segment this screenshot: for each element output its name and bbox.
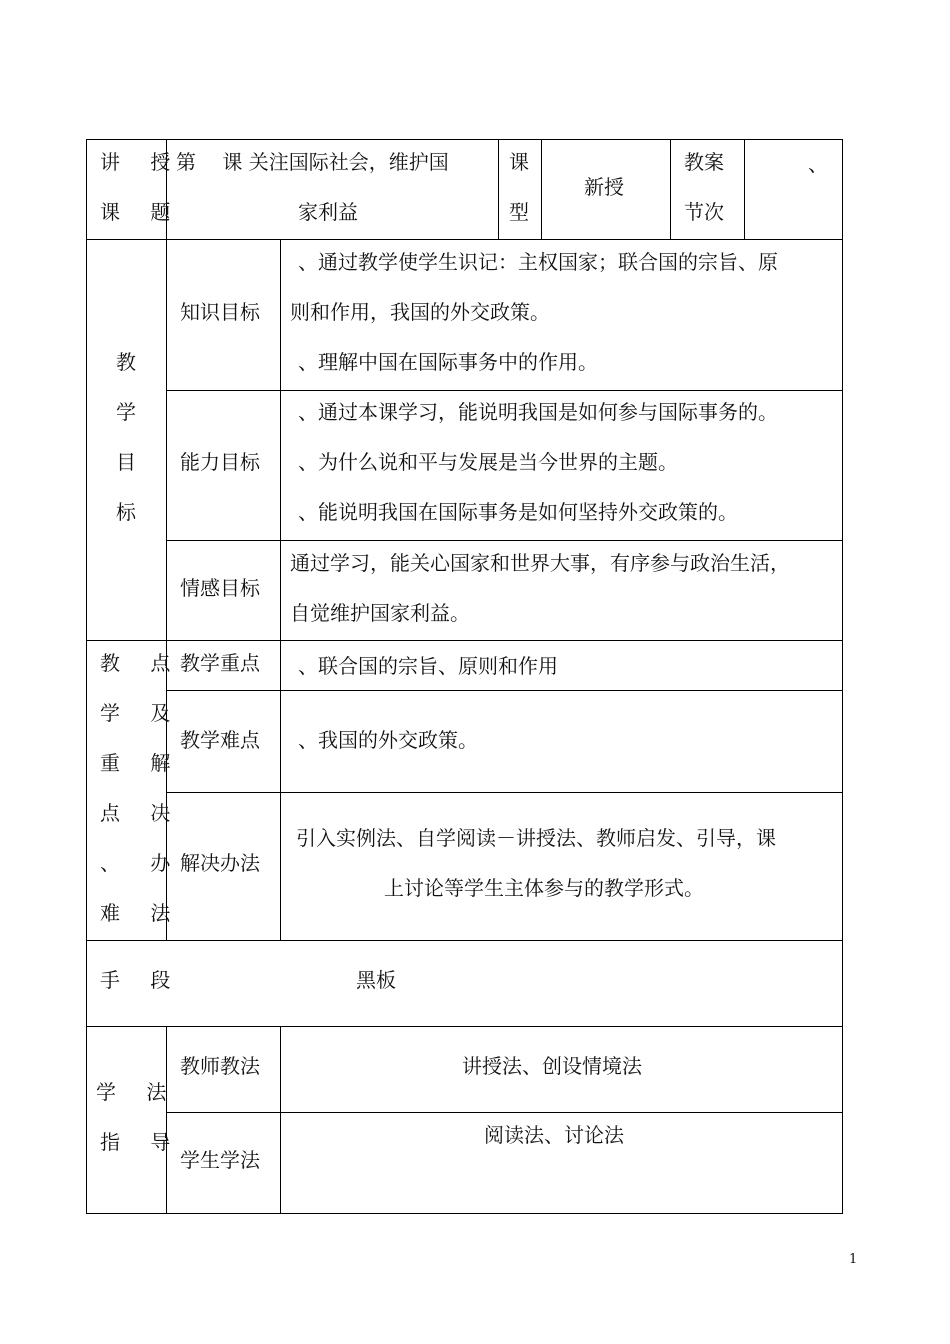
key-points-label-row: 点 决 [100,801,183,825]
student-method-label: 学生学法 [180,1148,260,1172]
table-border-left [86,139,87,1214]
session-label-1: 教案 [684,150,724,174]
table-border-right [842,139,843,1214]
key-points-label-row: 学 及 [100,701,183,725]
lesson-topic-line-2: 家利益 [298,200,358,224]
study-label-row: 学 法 [96,1080,179,1104]
table-border-bottom [86,1213,843,1214]
lesson-type-label-1: 课 [509,150,529,174]
session-label-2: 节次 [684,200,724,224]
objectives-label-char: 教 [116,350,136,374]
row-divider [86,940,843,941]
row-divider [166,690,843,691]
page-number: 1 [849,1252,858,1267]
teaching-focus-label: 教学重点 [180,651,260,675]
teacher-method-value: 讲授法、创设情境法 [462,1054,642,1078]
ability-goal-line: 、通过本课学习，能说明我国是如何参与国际事务的。 [298,400,778,424]
solution-label: 解决办法 [180,851,260,875]
knowledge-goal-line: 则和作用，我国的外交政策。 [290,300,550,324]
ability-goal-line: 、能说明我国在国际事务是如何坚持外交政策的。 [298,500,738,524]
topic-label-line-1: 讲 授 [100,150,183,174]
study-label-row: 指 导 [100,1130,183,1154]
objectives-label-char: 学 [116,400,136,424]
teaching-difficulty-label: 教学难点 [180,728,260,752]
teacher-method-label: 教师教法 [180,1054,260,1078]
student-method-value: 阅读法、讨论法 [484,1123,624,1147]
emotion-goal-line: 通过学习，能关心国家和世界大事，有序参与政治生活， [290,551,790,575]
topic-label-line-2: 课 题 [100,200,183,224]
row-divider [86,1026,843,1027]
knowledge-goal-line: 、通过教学使学生识记：主权国家；联合国的宗旨、原 [298,250,778,274]
objectives-label-char: 目 [116,450,136,474]
key-points-label-row: 、 办 [100,851,183,875]
knowledge-goal-label: 知识目标 [180,300,260,324]
col-divider [498,139,499,240]
col-divider [541,139,542,240]
col-divider [280,1026,281,1214]
row-divider [166,540,843,541]
teaching-focus-text: 、联合国的宗旨、原则和作用 [298,654,558,678]
lesson-type-label-2: 型 [509,200,529,224]
key-points-label-row: 重 解 [100,751,183,775]
row-divider [166,390,843,391]
row-divider [166,1112,843,1113]
col-divider [670,139,671,240]
col-divider [280,239,281,941]
col-divider [744,139,745,240]
col-divider [166,1026,167,1214]
solution-line: 上讨论等学生主体参与的教学形式。 [384,876,704,900]
lesson-topic-line-1: 第 课 关注国际社会，维护国 [176,150,449,174]
knowledge-goal-line: 、理解中国在国际事务中的作用。 [298,350,598,374]
session-value: 、 [808,152,828,176]
ability-goal-line: 、为什么说和平与发展是当今世界的主题。 [298,450,678,474]
row-divider [166,792,843,793]
means-label: 手 段 [100,968,183,992]
key-points-label-row: 难 法 [100,901,183,925]
row-divider [86,640,843,641]
means-value: 黑板 [356,968,396,992]
teaching-difficulty-text: 、我国的外交政策。 [298,728,478,752]
row-divider [86,239,843,240]
ability-goal-label: 能力目标 [180,450,260,474]
solution-line: 引入实例法、自学阅读－讲授法、教师启发、引导，课 [296,826,776,850]
key-points-label-row: 教 点 [100,651,183,675]
table-border-top [86,139,843,140]
objectives-label-char: 标 [116,500,136,524]
emotion-goal-label: 情感目标 [180,576,260,600]
emotion-goal-line: 自觉维护国家利益。 [290,601,470,625]
lesson-type-value: 新授 [584,175,624,199]
